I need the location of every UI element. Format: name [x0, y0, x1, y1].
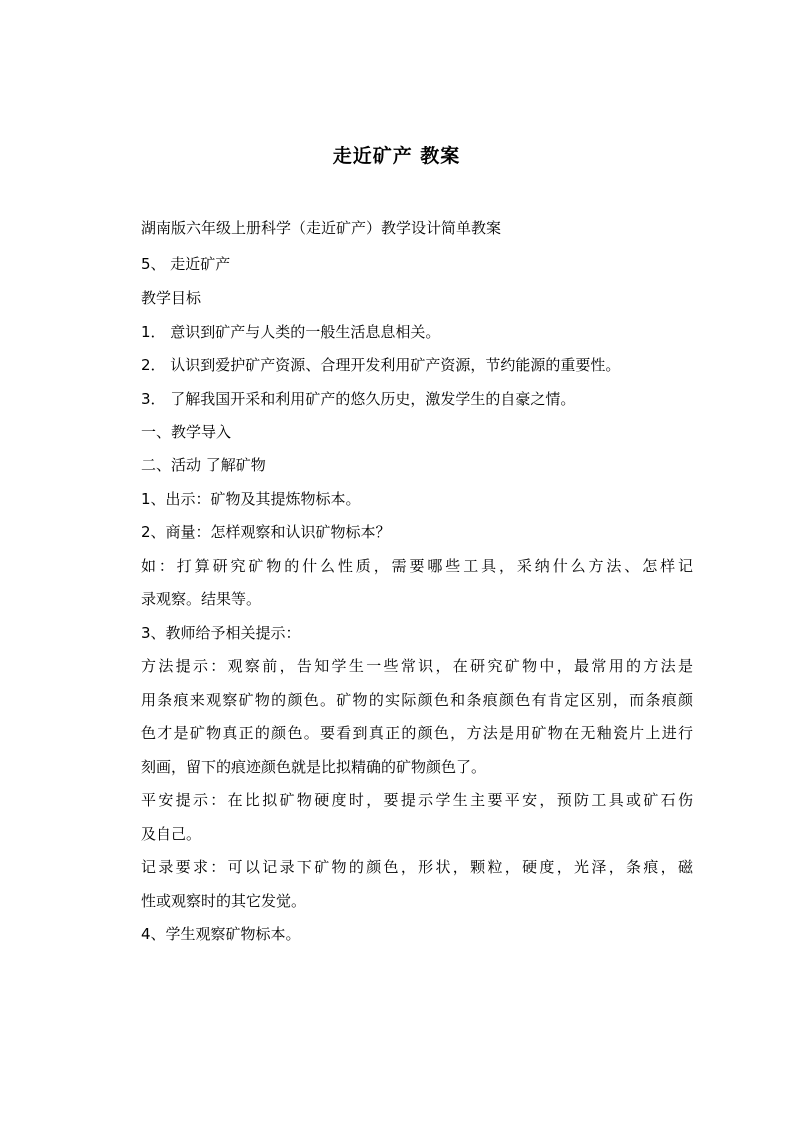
text-line-step-2: 2、商量：怎样观察和认识矿物标本？	[141, 523, 391, 541]
text-line-step-4: 4、学生观察矿物标本。	[141, 925, 301, 943]
document-title: 走近矿产 教案	[332, 145, 461, 167]
text-line-step-1: 1、出示：矿物及其提炼物标本。	[141, 490, 361, 508]
text-line-method-1: 方法提示：观察前，告知学生一些常识，在研究矿物中，最常用的方法是	[141, 657, 693, 675]
text-line-objective-3: 3． 了解我国开采和利用矿产的悠久历史，激发学生的自豪之情。	[141, 390, 576, 408]
text-line-objective-2: 2． 认识到爱护矿产资源、合理开发利用矿产资源，节约能源的重要性。	[141, 356, 621, 374]
text-line-lesson-number: 5、 走近矿产	[141, 255, 231, 273]
text-line-record-1: 记录要求：可以记录下矿物的颜色，形状，颗粒，硬度，光泽，条痕，磁	[141, 858, 693, 876]
text-line-example-1: 如：打算研究矿物的什么性质，需要哪些工具，采纳什么方法、怎样记	[141, 557, 693, 575]
text-line-method-3: 色才是矿物真正的颜色。要看到真正的颜色，方法是用矿物在无釉瓷片上进行	[141, 724, 693, 742]
text-line-step-3: 3、教师给予相关提示：	[141, 624, 301, 642]
text-line-method-4: 刻画，留下的痕迹颜色就是比拟精确的矿物颜色了。	[141, 758, 487, 776]
text-line-method-2: 用条痕来观察矿物的颜色。矿物的实际颜色和条痕颜色有肯定区别，而条痕颜	[141, 691, 693, 709]
text-line-section-1: 一、教学导入	[141, 423, 232, 441]
text-line-objectives-heading: 教学目标	[141, 289, 202, 307]
text-line-example-2: 录观察。结果等。	[141, 590, 262, 608]
text-line-subtitle: 湖南版六年级上册科学（走近矿产）教学设计简单教案	[141, 219, 502, 237]
text-line-objective-1: 1． 意识到矿产与人类的一般生活息息相关。	[141, 323, 441, 341]
text-line-section-2: 二、活动 了解矿物	[141, 456, 266, 474]
text-line-safety-2: 及自己。	[141, 825, 202, 843]
text-line-safety-1: 平安提示：在比拟矿物硬度时，要提示学生主要平安，预防工具或矿石伤	[141, 791, 693, 809]
text-line-record-2: 性或观察时的其它发觉。	[141, 892, 307, 910]
